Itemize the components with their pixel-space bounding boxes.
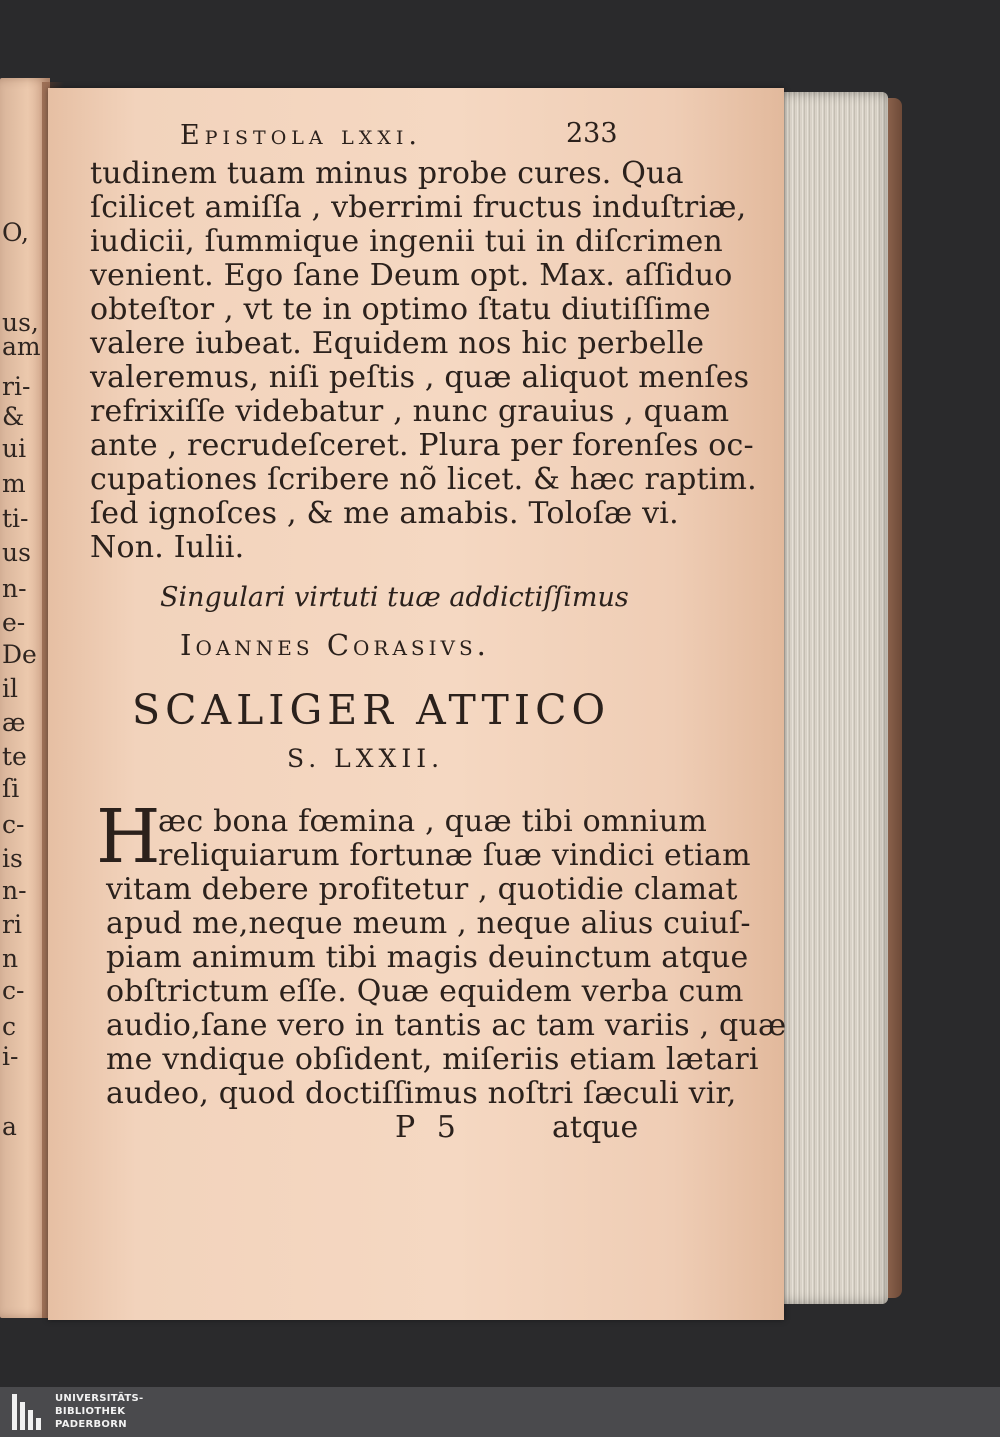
letter-line: ſed ignoſces , & me amabis. Toloſæ vi. [90,496,679,531]
letter-line: apud me,neque meum , neque alius cuiuſ- [106,906,751,941]
left-page-fragment: us [2,538,31,567]
letter-line: piam animum tibi magis deuinctum atque [106,940,749,975]
left-page-fragment: & [2,402,25,431]
left-page-fragment: il [2,674,18,703]
left-page-fragment: n- [2,574,27,603]
catchword: atque [552,1110,639,1145]
left-page-fragment: ti- [2,504,29,533]
left-page-fragment: m [2,469,26,498]
page-number: 233 [566,118,618,149]
left-page-fragment: ſi [2,774,20,803]
library-footer [0,1387,1000,1437]
left-page-fragment: ui [2,434,27,463]
letter-heading: SCALIGER ATTICO [132,686,611,734]
left-page-fragment: c [2,1012,17,1041]
left-page-fragment: æ [2,708,26,737]
letter-line: cupationes ſcribere nõ licet. & hæc raptim. [90,462,757,497]
left-page-fragment: am [2,332,41,361]
signature-name: Ioannes Corasivs. [180,628,490,662]
left-page-fragment: n [2,944,19,973]
library-name-line: UNIVERSITÄTS- [55,1393,144,1404]
letter-line: audio,ſane vero in tantis ac tam variis , quæ [106,1008,787,1043]
signature-mark: P 5 [395,1110,462,1145]
left-page-fragment: a [2,1112,17,1141]
letter-line: æc bona fœmina , quæ tibi omnium [158,804,708,839]
left-page-fragment: te [2,742,27,771]
left-page-fragment: n- [2,876,27,905]
left-page-fragment: ri [2,910,22,939]
library-name [55,1392,144,1431]
signature-line: Singulari virtuti tuæ addictiſſimus [160,582,629,613]
letter-line: Non. Iulii. [90,530,245,565]
letter-line: reliquiarum fortunæ ſuæ vindici etiam [158,838,751,873]
letter-line: ſcilicet amiſſa , vberrimi fructus induſtriæ, [90,190,747,225]
left-page-fragment: ri- [2,372,31,401]
letter-line: obteſtor , vt te in optimo ſtatu diutiſſime [90,292,711,327]
left-page-fragment: c- [2,976,25,1005]
letter-number: S. LXXII. [287,744,445,773]
letter-line: valere iubeat. Equidem nos hic perbelle [90,326,705,361]
letter-line: audeo, quod doctiſſimus noſtri ſæculi vir, [106,1076,737,1111]
running-head: Epistola lxxi. [180,120,422,151]
letter-line: refrixiſſe videbatur , nunc grauius , quam [90,394,730,429]
left-page-fragment: us, [2,308,39,337]
letter-line: ante , recrudeſceret. Plura per forenſes oc- [90,428,754,463]
letter-line: venient. Ego ſane Deum opt. Max. aſſiduo [90,258,733,293]
letter-line: vitam debere profitetur , quotidie clamat [106,872,738,907]
left-page-fragment: i- [2,1042,19,1071]
drop-cap: H [96,794,161,880]
library-logo-icon [12,1394,48,1430]
library-name-line: PADERBORN [55,1419,127,1430]
letter-line: me vndique obſident, miſeriis etiam lætari [106,1042,759,1077]
left-page-fragment: De [2,640,37,669]
left-page-fragment: c- [2,810,25,839]
left-page-fragment: O, [2,218,29,247]
letter-line: obſtrictum eſſe. Quæ equidem verba cum [106,974,744,1009]
library-name-line: BIBLIOTHEK [55,1406,126,1417]
left-page-fragment: is [2,844,23,873]
letter-line: iudicii, ſummique ingenii tui in diſcrimen [90,224,723,259]
page-fore-edge [776,92,888,1304]
left-page-fragment: e- [2,608,26,637]
letter-line: tudinem tuam minus probe cures. Qua [90,156,684,191]
letter-line: valeremus, niſi peſtis , quæ aliquot menſes [90,360,750,395]
